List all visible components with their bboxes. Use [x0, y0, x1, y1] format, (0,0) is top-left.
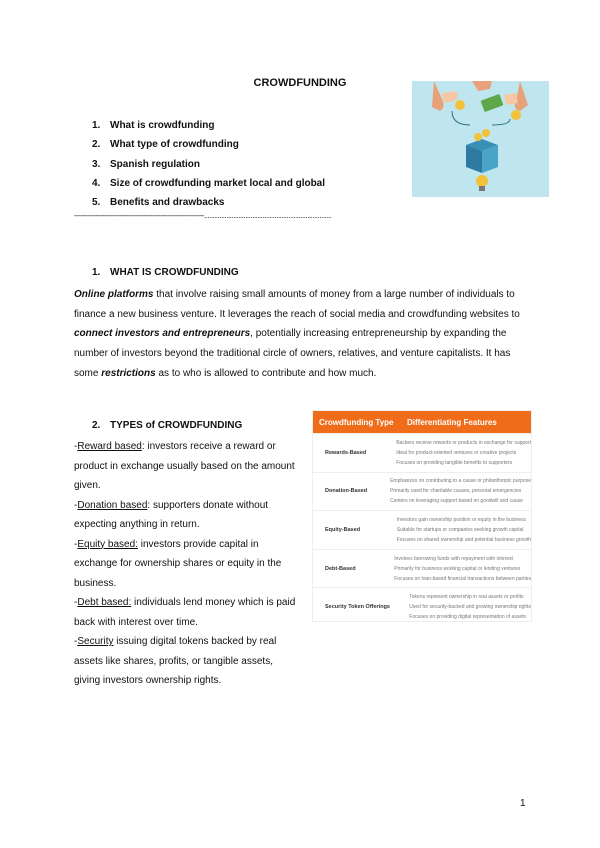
crowdfunding-types-table [312, 410, 532, 622]
divider-line: ------------------------------------------------------------.......................................................................... [74, 211, 332, 220]
toc-item: 5. Benefits and drawbacks [92, 197, 225, 209]
table-row: Equity-Based Investors gain ownership position or equity in the business Suitable for startups or companies seeking growth capital Focuses on shared ownership and potential business growth [313, 510, 531, 549]
crowdfunding-illustration [412, 81, 549, 197]
table-header: Crowdfunding Type Differentiating Features [313, 411, 531, 433]
section-heading: 2. TYPES of CROWDFUNDING [92, 420, 243, 431]
section-paragraph: Online platforms that involve raising small amounts of money from a large number of individuals to finance a new business venture. It leverages the reach of social media and crowdfunding websites to connect investors and entrepreneurs, potentially increasing entrepreneurship by expanding the number of investors beyond the traditional circle of owners, relatives, and venture capitalists. It has some restrictions as to who is allowed to contribute and how much. [74, 289, 520, 379]
crowdfunding-types-list: -Reward based: investors receive a reward or product in exchange usually based on the amount given. -Donation based: supporters donate without expecting anything in return. -Equity based: investors provide capital in exchange for ownership shares or equity in the business. -Debt based: individuals lend money which is paid back with interest over time. -Security issuing digital tokens backed by real assets like shares, profits, or tangible assets, giving investors ownership rights. [74, 441, 296, 686]
toc-item: 3. Spanish regulation [92, 158, 201, 170]
section-heading: 1. WHAT IS CROWDFUNDING [92, 267, 239, 278]
table-of-contents [92, 116, 325, 212]
table-row: Donation-Based Emphasizes on contributing to a cause or philanthropic purpose Primarily used for charitable causes, personal emergencies Centers on leveraging support based on goodwill and cause [313, 472, 531, 511]
page-number: 1 [520, 798, 526, 809]
document-title: CROWDFUNDING [253, 77, 347, 89]
table-row: Debt-Based Involves borrowing funds with repayment with interest Primarily for business working capital or lending ventures Focuses on loan-based financial transactions between parties [313, 549, 531, 588]
toc-item: 2. What type of crowdfunding [92, 139, 239, 151]
table-row: Rewards-Based Backers receive rewards or products in exchange for support Ideal for product-oriented ventures or creative projects Focuses on providing tangible benefits to supporters [313, 433, 531, 472]
toc-item: 1. What is crowdfunding [92, 120, 215, 131]
table-row: Security Token Offerings Tokens represent ownership in real assets or profits Used for security-backed and growing ownership rights Focuses on providing digital representation of assets [313, 587, 531, 626]
toc-item: 4. Size of crowdfunding market local and global [92, 177, 326, 189]
